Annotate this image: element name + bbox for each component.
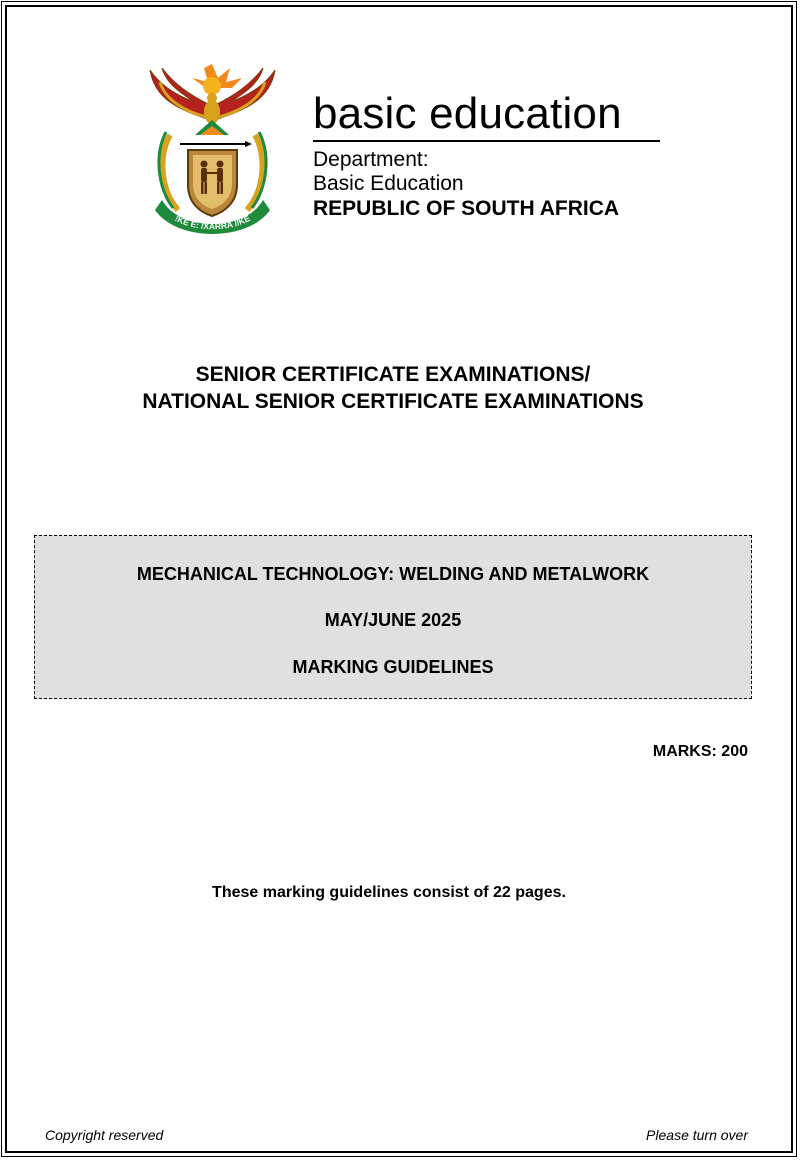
exam-title-line1: SENIOR CERTIFICATE EXAMINATIONS/ [195, 363, 591, 386]
left-wheat-icon [162, 135, 178, 210]
total-marks: MARKS: 200 [652, 743, 748, 760]
exam-session: MAY/JUNE 2025 [324, 610, 462, 630]
crest-motto-text: !KE E: /XARRA //KE [173, 213, 252, 232]
footer-turn-over: Please turn over [646, 1127, 748, 1143]
country-name: REPUBLIC OF SOUTH AFRICA [313, 197, 620, 220]
footer-copyright: Copyright reserved [45, 1127, 164, 1143]
department-name: Basic Education [313, 172, 464, 195]
exam-title-line2: NATIONAL SENIOR CERTIFICATE EXAMINATIONS [142, 390, 644, 413]
left-wing-icon [150, 68, 210, 120]
brand-title: basic education [313, 89, 622, 138]
subject-info-box [34, 535, 752, 699]
sun-icon [192, 64, 242, 95]
document-type: MARKING GUIDELINES [292, 657, 494, 677]
department-label: Department: [313, 148, 429, 171]
right-wheat-icon [247, 135, 263, 210]
subject-name: MECHANICAL TECHNOLOGY: WELDING AND METALWORK [136, 564, 650, 584]
coat-of-arms-logo [140, 60, 285, 235]
brand-underline [313, 140, 660, 142]
page-count-note: These marking guidelines consist of 22 pages. [212, 884, 566, 901]
